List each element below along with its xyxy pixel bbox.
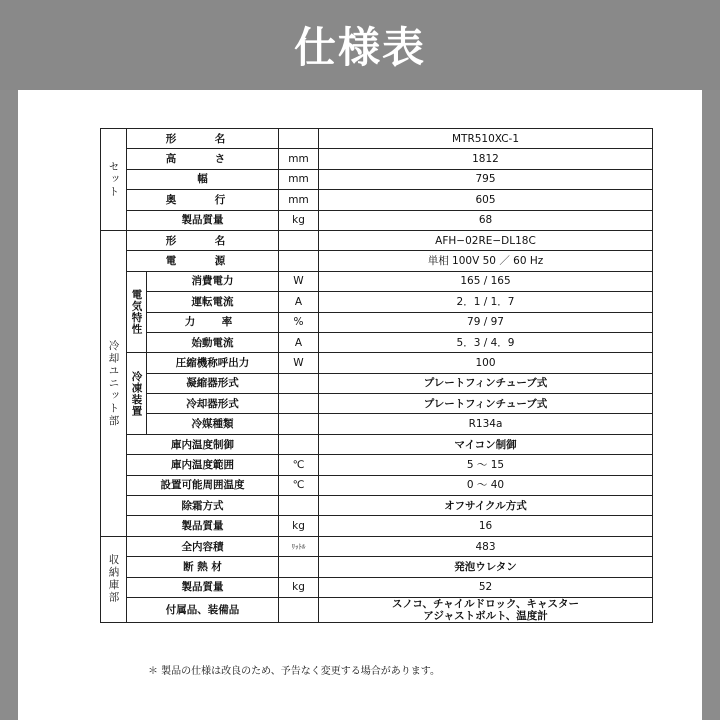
table-row — [101, 496, 653, 516]
table-row — [101, 373, 653, 393]
table-row — [101, 475, 653, 495]
table-row — [101, 271, 653, 291]
row-unit: mm — [279, 190, 319, 210]
row-label: 付属品、装備品 — [127, 597, 279, 622]
row-unit — [279, 434, 319, 454]
row-unit: % — [279, 312, 319, 332]
row-unit: mm — [279, 149, 319, 169]
row-value: 79 / 97 — [319, 312, 653, 332]
row-unit — [279, 597, 319, 622]
row-label: 全内容積 — [127, 536, 279, 556]
row-label: 幅 — [127, 169, 279, 189]
row-value: 483 — [319, 536, 653, 556]
row-label: 力 率 — [147, 312, 279, 332]
row-value: 1812 — [319, 149, 653, 169]
row-value: 795 — [319, 169, 653, 189]
row-label: 圧縮機称呼出力 — [147, 353, 279, 373]
section-label-cooling-unit: 冷却ユニット部 — [101, 230, 127, 536]
row-unit — [279, 230, 319, 250]
row-value: 5 ～ 15 — [319, 455, 653, 475]
subsection-label-refrigeration: 冷凍装置 — [127, 353, 147, 435]
table-row — [101, 129, 653, 149]
table-row — [101, 169, 653, 189]
row-value: 発泡ウレタン — [319, 557, 653, 577]
row-label: 庫内温度範囲 — [127, 455, 279, 475]
spec-table — [100, 128, 653, 623]
row-label: 断 熱 材 — [127, 557, 279, 577]
row-label: 製品質量 — [127, 577, 279, 597]
row-value: 52 — [319, 577, 653, 597]
row-label: 高 さ — [127, 149, 279, 169]
row-label: 形 名 — [127, 230, 279, 250]
table-row — [101, 597, 653, 622]
table-row — [101, 394, 653, 414]
row-value: 16 — [319, 516, 653, 536]
section-label-storage: 収納庫部 — [101, 536, 127, 622]
table-row — [101, 230, 653, 250]
table-row — [101, 353, 653, 373]
row-unit: W — [279, 271, 319, 291]
row-unit: W — [279, 353, 319, 373]
row-value: 100 — [319, 353, 653, 373]
table-row — [101, 312, 653, 332]
row-label: 冷媒種類 — [147, 414, 279, 434]
row-unit — [279, 129, 319, 149]
row-unit: kg — [279, 210, 319, 230]
row-label: 消費電力 — [147, 271, 279, 291]
row-label: 除霜方式 — [127, 496, 279, 516]
row-value: AFH−02RE−DL18C — [319, 230, 653, 250]
accessories-line-1: スノコ、チャイルドロック、キャスター — [391, 597, 580, 610]
table-row — [101, 292, 653, 312]
row-value: 0 ～ 40 — [319, 475, 653, 495]
row-value: 単相 100V 50 ／ 60 Hz — [319, 251, 653, 271]
row-label: 始動電流 — [147, 332, 279, 352]
table-row — [101, 190, 653, 210]
table-row — [101, 516, 653, 536]
row-unit: ﾘｯﾄﾙ — [279, 536, 319, 556]
table-row — [101, 210, 653, 230]
subsection-label-electrical: 電気特性 — [127, 271, 147, 353]
row-value: オフサイクル方式 — [319, 496, 653, 516]
table-row — [101, 251, 653, 271]
row-label: 設置可能周囲温度 — [127, 475, 279, 495]
row-unit — [279, 373, 319, 393]
section-label-set: セット — [101, 129, 127, 231]
page-header — [0, 0, 720, 90]
row-unit: kg — [279, 516, 319, 536]
row-unit: mm — [279, 169, 319, 189]
row-unit: A — [279, 292, 319, 312]
footnote: ＊ 製品の仕様は改良のため、予告なく変更する場合があります。 — [148, 666, 440, 677]
page-title: 仕様表 — [293, 23, 426, 72]
row-label: 製品質量 — [127, 516, 279, 536]
row-unit — [279, 394, 319, 414]
row-value: プレートフィンチューブ式 — [319, 394, 653, 414]
row-label: 運転電流 — [147, 292, 279, 312]
row-unit: ℃ — [279, 475, 319, 495]
row-value — [319, 597, 653, 622]
spec-sheet — [18, 90, 702, 720]
row-value: 68 — [319, 210, 653, 230]
row-value: マイコン制御 — [319, 434, 653, 454]
row-value: 165 / 165 — [319, 271, 653, 291]
row-label: 形 名 — [127, 129, 279, 149]
row-value: R134a — [319, 414, 653, 434]
row-unit — [279, 557, 319, 577]
row-value: MTR510XC-1 — [319, 129, 653, 149]
row-label: 電 源 — [127, 251, 279, 271]
row-unit: kg — [279, 577, 319, 597]
row-value: 2．1 / 1．7 — [319, 292, 653, 312]
table-row — [101, 149, 653, 169]
table-row — [101, 455, 653, 475]
row-label: 製品質量 — [127, 210, 279, 230]
row-label: 奥 行 — [127, 190, 279, 210]
row-value: 605 — [319, 190, 653, 210]
row-label: 冷却器形式 — [147, 394, 279, 414]
table-row — [101, 577, 653, 597]
row-value: 5．3 / 4．9 — [319, 332, 653, 352]
row-unit: A — [279, 332, 319, 352]
row-value: プレートフィンチューブ式 — [319, 373, 653, 393]
row-unit: ℃ — [279, 455, 319, 475]
table-row — [101, 536, 653, 556]
table-row — [101, 414, 653, 434]
row-label: 凝縮器形式 — [147, 373, 279, 393]
row-unit — [279, 496, 319, 516]
row-unit — [279, 251, 319, 271]
accessories-line-2: アジャストボルト、温度計 — [423, 609, 548, 622]
row-unit — [279, 414, 319, 434]
table-row — [101, 332, 653, 352]
row-label: 庫内温度制御 — [127, 434, 279, 454]
table-row — [101, 434, 653, 454]
table-row — [101, 557, 653, 577]
